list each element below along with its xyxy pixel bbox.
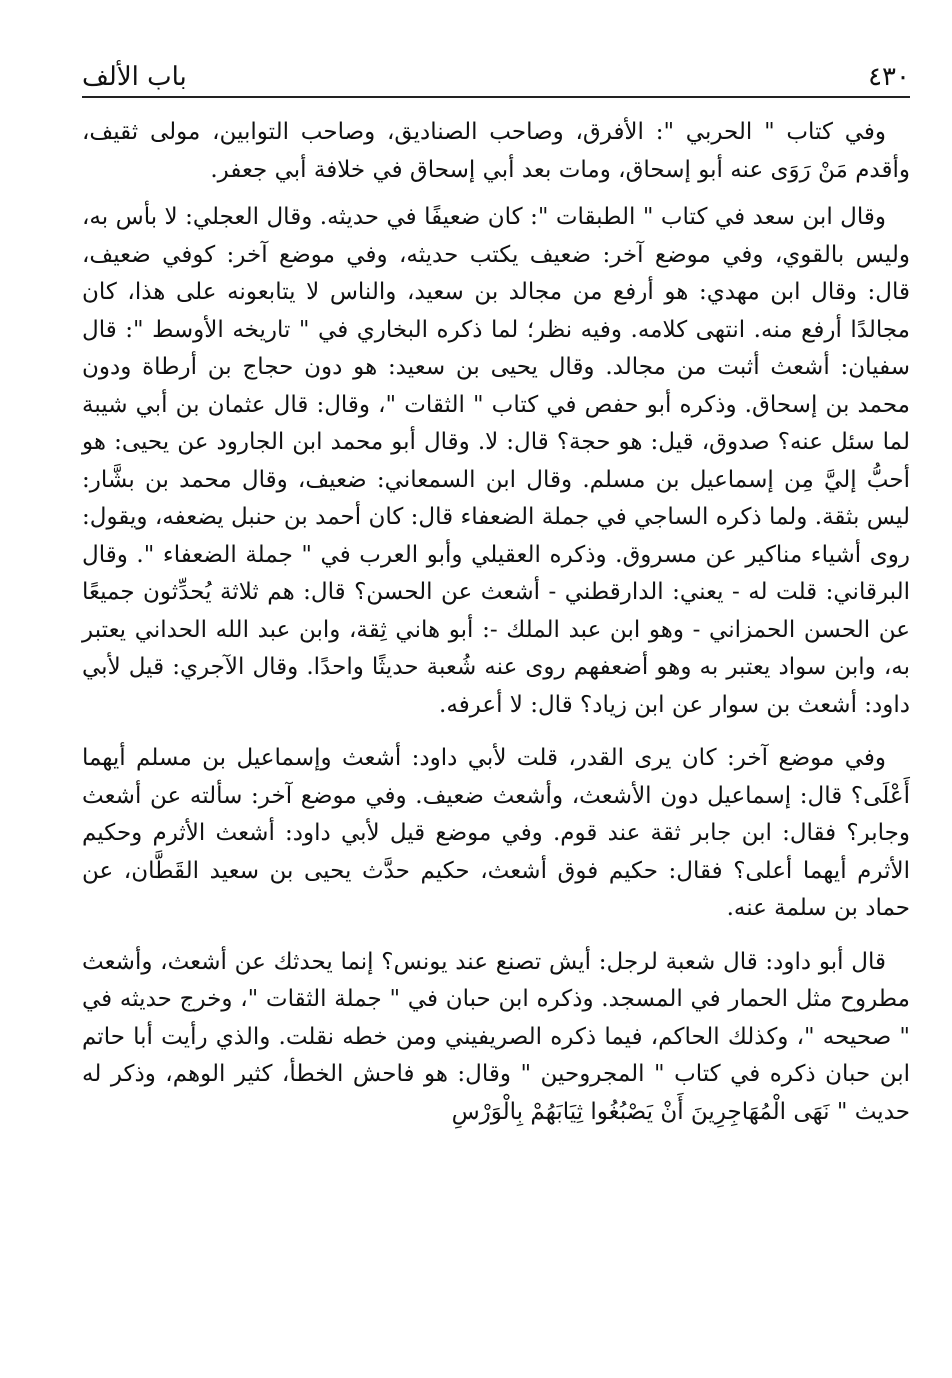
body-text bbox=[82, 114, 910, 1131]
paragraph-4: قال أبو داود: قال شعبة لرجل: أيش تصنع عند يونس؟ إنما يحدثك عن أشعث، وأشعث مطروح مثل الحمار في المسجد. وذكره ابن حبان في " جملة الثقات "، وخرج حديثه في " صحيحه "، وكذلك الحاكم، فيما ذكره الصريفيني ومن خطه نقلت. والذي رأيت أبا حاتم ابن حبان ذكره في كتاب " المجروحين " وقال: هو فاحش الخطأ، كثير الوهم، وذكر له حديث " نَهَى الْمُهَاجِرِينَ أَنْ يَصْبُغُوا ثِيَابَهُمْ بِالْوَرْسِ bbox=[82, 948, 910, 1125]
header-divider bbox=[82, 96, 910, 98]
chapter-title: باب الألف bbox=[82, 62, 187, 92]
paragraph-2: وقال ابن سعد في كتاب " الطبقات ": كان ضعيفًا في حديثه. وقال العجلي: لا بأس به، وليس بالقوي، وفي موضع آخر: ضعيف يكتب حديثه، وفي موضع آخر: كوفي ضعيف، قال: وقال ابن مهدي: هو أرفع من مجالد بن سعيد، والناس لا يتابعونه على هذا، كان مجالدًا أرفع منه. انتهى كلامه. وفيه نظر؛ لما ذكره البخاري في " تاريخه الأوسط ": قال سفيان: أشعث أثبت من مجالد. وقال يحيى بن سعيد: هو دون حجاج بن أرطاة ودون محمد بن إسحاق. وذكره أبو حفص في كتاب " الثقات "، وقال: قال عثمان بن أبي شيبة لما سئل عنه؟ صدوق، قيل: هو حجة؟ قال: لا. وقال أبو محمد ابن الجارود عن يحيى: هو أحبُّ إليَّ مِن إسماعيل بن مسلم. وقال ابن السمعاني: ضعيف، وقال محمد بن بشَّار: ليس بثقة. ولما ذكره الساجي في جملة الضعفاء قال: كان أحمد بن حنبل يضعفه، ويقول: روى أشياء مناكير عن مسروق. وذكره العقيلي وأبو العرب في " جملة الضعفاء ". وقال البرقاني: قلت له - يعني: الدارقطني - أشعث عن الحسن؟ قال: هم ثلاثة يُحدِّثون جميعًا عن الحسن الحمزاني - وهو ابن عبد الملك -: أبو هاني ثِقة، وابن عبد الله الحداني يعتبر به، وابن سواد يعتبر به وهو أضعفهم روى عنه شُعبة حديثًا واحدًا. وقال الآجري: قيل لأبي داود: أشعث بن سوار عن ابن زياد؟ قال: لا أعرفه. bbox=[82, 204, 911, 718]
running-header bbox=[82, 52, 910, 96]
paragraph-3: وفي موضع آخر: كان يرى القدر، قلت لأبي داود: أشعث وإسماعيل بن مسلم أيهما أَعْلَى؟ قال: إسماعيل دون الأشعث، وأشعث ضعيف. وفي موضع آخر: سألته عن أشعث وجابر؟ فقال: ابن جابر ثقة عند قوم. وفي موضع قيل لأبي داود: أشعث الأثرم وحكيم الأثرم أيهما أعلى؟ فقال: حكيم فوق أشعث، حكيم حدَّث يحيى بن سعيد القَطَّان، عن حماد بن سلمة عنه. bbox=[82, 745, 910, 921]
paragraph-1: وفي كتاب " الحربي ": الأفرق، وصاحب الصناديق، وصاحب التوابين، مولى ثقيف، وأقدم مَنْ رَوَى عنه أبو إسحاق، ومات بعد أبي إسحاق في خلافة أبي جعفر. bbox=[82, 119, 910, 183]
page-number: ٤٣٠ bbox=[868, 62, 910, 92]
book-page bbox=[82, 52, 910, 1352]
